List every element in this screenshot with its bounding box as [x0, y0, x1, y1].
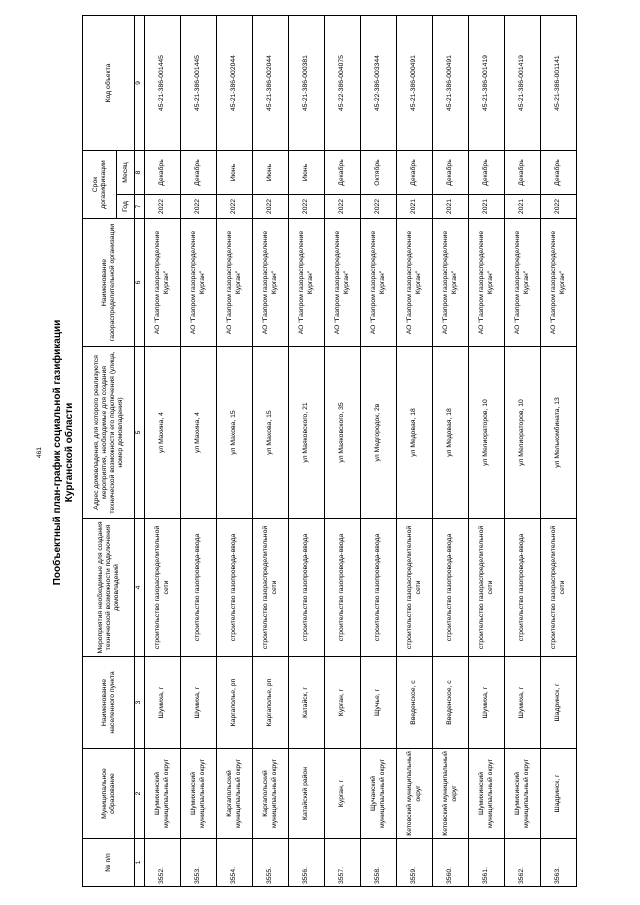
gasification-table: [82, 15, 577, 887]
measure-cell: строительство газопровода-ввода: [181, 519, 217, 657]
object-code-cell: 45-21-386-000491: [433, 16, 469, 151]
municipality-cell: Каргапольский муниципальный округ: [253, 749, 289, 839]
row-number: 3559.: [397, 839, 433, 887]
object-code-cell: 45-21-386-001445: [181, 16, 217, 151]
address-cell: ул Маяковского, 35: [325, 347, 361, 519]
row-number: 3562.: [505, 839, 541, 887]
measure-cell: строительство газопровода-ввода: [433, 519, 469, 657]
measure-cell: строительство газораспределительной сети: [253, 519, 289, 657]
measure-cell: строительство газопровода-ввода: [505, 519, 541, 657]
header-code: Код объекта: [83, 16, 135, 151]
table-row: [541, 16, 577, 887]
table-row: [145, 16, 181, 887]
year-cell: 2022: [145, 195, 181, 219]
object-code-cell: 45-21-386-000381: [289, 16, 325, 151]
row-number: 3557.: [325, 839, 361, 887]
settlement-cell: Щучье, г: [361, 657, 397, 749]
month-cell: Декабрь: [505, 151, 541, 195]
year-cell: 2021: [397, 195, 433, 219]
year-cell: 2022: [325, 195, 361, 219]
year-cell: 2021: [433, 195, 469, 219]
settlement-cell: Каргаполье, рп: [217, 657, 253, 749]
address-cell: ул Махова, 15: [253, 347, 289, 519]
col-number: 4: [135, 519, 145, 657]
measure-cell: строительство газораспределительной сети: [469, 519, 505, 657]
col-number: 7: [135, 195, 145, 219]
row-number: 3554.: [217, 839, 253, 887]
table-row: [469, 16, 505, 887]
object-code-cell: 45-21-386-001419: [469, 16, 505, 151]
year-cell: 2022: [289, 195, 325, 219]
title-line-2: Курганской области: [64, 402, 75, 503]
year-cell: 2022: [253, 195, 289, 219]
header-settlement: Наименование населенного пункта: [83, 657, 135, 749]
page-number: 461: [36, 447, 43, 458]
object-code-cell: 45-21-386-001141: [541, 16, 577, 151]
municipality-cell: Щучанский муниципальный округ: [361, 749, 397, 839]
col-number: 9: [135, 16, 145, 151]
municipality-cell: Каргапольский муниципальный округ: [217, 749, 253, 839]
org-cell: АО "Газпром газораспределение Курган": [469, 219, 505, 347]
col-number: 3: [135, 657, 145, 749]
address-cell: ул Маяковского, 21: [289, 347, 325, 519]
address-cell: ул Медгородок, 2в: [361, 347, 397, 519]
year-cell: 2022: [541, 195, 577, 219]
address-cell: ул Махина, 4: [181, 347, 217, 519]
column-numbers-row: [135, 16, 145, 887]
object-code-cell: 45-21-386-000491: [397, 16, 433, 151]
object-code-cell: 45-21-386-002044: [253, 16, 289, 151]
address-cell: ул Махина, 4: [145, 347, 181, 519]
org-cell: АО "Газпром газораспределение Курган": [325, 219, 361, 347]
header-org: Наименование газораспределительной организации: [83, 219, 135, 347]
year-cell: 2022: [361, 195, 397, 219]
address-cell: ул Махова, 15: [217, 347, 253, 519]
address-cell: ул Медовая, 18: [397, 347, 433, 519]
address-cell: ул Мелиораторов, 10: [505, 347, 541, 519]
org-cell: АО "Газпром газораспределение Курган": [397, 219, 433, 347]
month-cell: Июнь: [217, 151, 253, 195]
month-cell: Декабрь: [145, 151, 181, 195]
measure-cell: строительство газораспределительной сети: [397, 519, 433, 657]
object-code-cell: 45-22-386-004075: [325, 16, 361, 151]
org-cell: АО "Газпром газораспределение Курган": [253, 219, 289, 347]
table-row: [217, 16, 253, 887]
org-cell: АО "Газпром газораспределение Курган": [541, 219, 577, 347]
municipality-cell: Шумихинский муниципальный округ: [145, 749, 181, 839]
object-code-cell: 45-21-386-001419: [505, 16, 541, 151]
settlement-cell: Шумиха, г: [145, 657, 181, 749]
municipality-cell: Кетовский муниципальный округ: [397, 749, 433, 839]
measure-cell: строительство газораспределительной сети: [541, 519, 577, 657]
header-month: Месяц: [117, 151, 135, 195]
table-row: [181, 16, 217, 887]
settlement-cell: Шадринск, г: [541, 657, 577, 749]
table-row: [505, 16, 541, 887]
object-code-cell: 45-22-386-003344: [361, 16, 397, 151]
settlement-cell: Шумиха, г: [181, 657, 217, 749]
year-cell: 2021: [469, 195, 505, 219]
table-row: [361, 16, 397, 887]
header-num: № п/п: [83, 839, 135, 887]
table-row: [253, 16, 289, 887]
settlement-cell: Шумиха, г: [505, 657, 541, 749]
municipality-cell: Кетовский муниципальный округ: [433, 749, 469, 839]
table-row: [289, 16, 325, 887]
col-number: 2: [135, 749, 145, 839]
measure-cell: строительство газопровода-ввода: [325, 519, 361, 657]
org-cell: АО "Газпром газораспределение Курган": [145, 219, 181, 347]
page-title: [52, 0, 76, 905]
settlement-cell: Шумиха, г: [469, 657, 505, 749]
year-cell: 2021: [505, 195, 541, 219]
measure-cell: строительство газопровода-ввода: [361, 519, 397, 657]
col-number: 5: [135, 347, 145, 519]
month-cell: Июнь: [289, 151, 325, 195]
month-cell: Декабрь: [469, 151, 505, 195]
municipality-cell: Курган, г: [325, 749, 361, 839]
municipality-cell: Шумихинский муниципальный округ: [181, 749, 217, 839]
month-cell: Декабрь: [181, 151, 217, 195]
row-number: 3553.: [181, 839, 217, 887]
municipality-cell: Шумихинский муниципальный округ: [469, 749, 505, 839]
measure-cell: строительство газораспределительной сети: [145, 519, 181, 657]
org-cell: АО "Газпром газораспределение Курган": [433, 219, 469, 347]
municipality-cell: Шадринск, г: [541, 749, 577, 839]
table-row: [433, 16, 469, 887]
settlement-cell: Каргаполье, рп: [253, 657, 289, 749]
row-number: 3552.: [145, 839, 181, 887]
settlement-cell: Катайск, г: [289, 657, 325, 749]
header-measures: Мероприятия необходимые для создания технической возможности подключения домовладений: [83, 519, 135, 657]
header-year: Год: [117, 195, 135, 219]
org-cell: АО "Газпром газораспределение Курган": [361, 219, 397, 347]
month-cell: Октябрь: [361, 151, 397, 195]
header-deadline: Срок догазификации: [83, 151, 117, 219]
address-cell: ул Мелькомбината, 13: [541, 347, 577, 519]
year-cell: 2022: [217, 195, 253, 219]
row-number: 3560.: [433, 839, 469, 887]
object-code-cell: 45-21-386-001445: [145, 16, 181, 151]
month-cell: Декабрь: [541, 151, 577, 195]
month-cell: Декабрь: [397, 151, 433, 195]
table-row: [325, 16, 361, 887]
row-number: 3561.: [469, 839, 505, 887]
month-cell: Декабрь: [325, 151, 361, 195]
year-cell: 2022: [181, 195, 217, 219]
row-number: 3556.: [289, 839, 325, 887]
address-cell: ул Мелиораторов, 10: [469, 347, 505, 519]
address-cell: ул Медовая, 18: [433, 347, 469, 519]
object-code-cell: 45-21-386-002044: [217, 16, 253, 151]
col-number: 1: [135, 839, 145, 887]
org-cell: АО "Газпром газораспределение Курган": [181, 219, 217, 347]
settlement-cell: Курган, г: [325, 657, 361, 749]
org-cell: АО "Газпром газораспределение Курган": [289, 219, 325, 347]
org-cell: АО "Газпром газораспределение Курган": [217, 219, 253, 347]
title-line-1: Пообъектный план-график социальной газификации: [52, 319, 63, 586]
header-address: Адрес домовладения, для которого реализуются мероприятия, необходимые для создания технической возможности его подключения (улица, номер домовладения): [83, 347, 135, 519]
table-row: [397, 16, 433, 887]
col-number: 8: [135, 151, 145, 195]
month-cell: Июнь: [253, 151, 289, 195]
settlement-cell: Введенское, с: [397, 657, 433, 749]
month-cell: Декабрь: [433, 151, 469, 195]
row-number: 3563.: [541, 839, 577, 887]
measure-cell: строительство газопровода-ввода: [217, 519, 253, 657]
col-number: 6: [135, 219, 145, 347]
row-number: 3558.: [361, 839, 397, 887]
org-cell: АО "Газпром газораспределение Курган": [505, 219, 541, 347]
row-number: 3555.: [253, 839, 289, 887]
municipality-cell: Шумихинский муниципальный округ: [505, 749, 541, 839]
measure-cell: строительство газопровода-ввода: [289, 519, 325, 657]
municipality-cell: Катайский район: [289, 749, 325, 839]
settlement-cell: Введенское, с: [433, 657, 469, 749]
header-municipality: Муниципальное образование: [83, 749, 135, 839]
